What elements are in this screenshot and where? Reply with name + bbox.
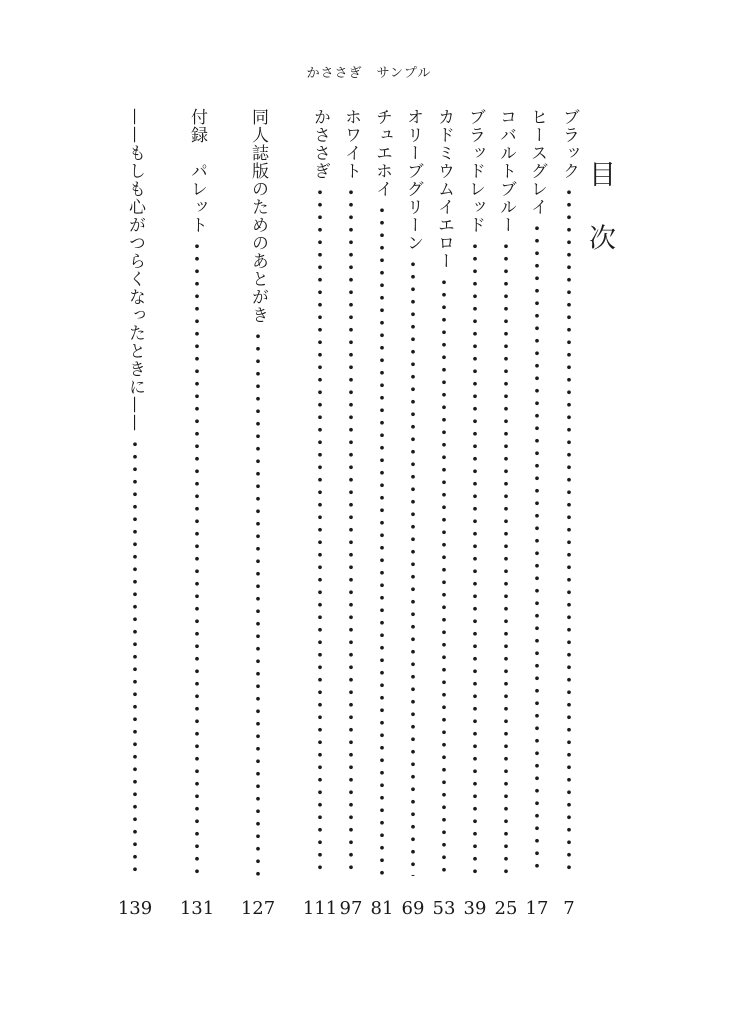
toc-entry-title: チュエホイ: [372, 108, 392, 198]
toc-entry-olive-green: [400, 108, 426, 876]
page-number: 81: [370, 898, 394, 919]
page-number: 17: [525, 898, 549, 919]
dot-leader: [256, 330, 260, 876]
toc-entry-title: コバルトブルー: [496, 108, 516, 234]
toc-entry-title: 付録 パレット: [187, 108, 207, 234]
toc-entry-heather-grey: [524, 108, 550, 876]
page-number: 69: [401, 898, 425, 919]
toc-entry-title: オリーブグリーン: [403, 108, 423, 252]
dot-leader: [535, 222, 539, 876]
toc-entry-title: ブラック: [559, 108, 579, 180]
toc-entry-cobalt-blue: [493, 108, 519, 876]
toc-entry-kasasagi: [307, 108, 333, 876]
toc-entry-appendix-palette: [184, 108, 210, 876]
toc-entry-cadmium-yellow: [431, 108, 457, 876]
page-number: 53: [432, 898, 456, 919]
toc-entry-afterword: [245, 108, 271, 876]
dot-leader: [318, 186, 322, 876]
dot-leader: [567, 186, 571, 876]
dot-leader: [195, 240, 199, 876]
dot-leader: [442, 276, 446, 876]
page-number: 139: [117, 898, 153, 919]
running-head: かささぎ サンプル: [306, 66, 432, 81]
page-number: 7: [563, 898, 575, 919]
page-number: 25: [494, 898, 518, 919]
toc-entry-title: カドミウムイエロー: [434, 108, 454, 270]
dot-leader: [380, 204, 384, 876]
toc-entry-black: [556, 108, 582, 876]
dot-leader: [473, 240, 477, 876]
toc-entry-chuehoi: [369, 108, 395, 876]
dot-leader: [411, 258, 415, 876]
toc-entry-title: ブラッドレッド: [465, 108, 485, 234]
toc-entry-title: 同人誌版のためのあとがき: [248, 108, 268, 324]
toc-entry-if-your-heart-hurts: [122, 108, 148, 876]
toc-entry-blood-red: [462, 108, 488, 876]
toc-entry-title: ——もしも心がつらくなったときに——: [125, 108, 145, 432]
dot-leader: [504, 240, 508, 876]
page-number: 97: [339, 898, 363, 919]
toc-entry-title: ヒースグレイ: [527, 108, 547, 216]
toc-title: 目 次: [584, 160, 615, 265]
toc-entry-white: [338, 108, 364, 876]
page-number: 111: [302, 898, 338, 919]
toc-entry-title: かささぎ: [310, 108, 330, 180]
page-number: 39: [463, 898, 487, 919]
page-number: 131: [179, 898, 215, 919]
page-number: 127: [240, 898, 276, 919]
toc-entry-title: ホワイト: [341, 108, 361, 180]
dot-leader: [349, 186, 353, 876]
dot-leader: [133, 438, 137, 876]
